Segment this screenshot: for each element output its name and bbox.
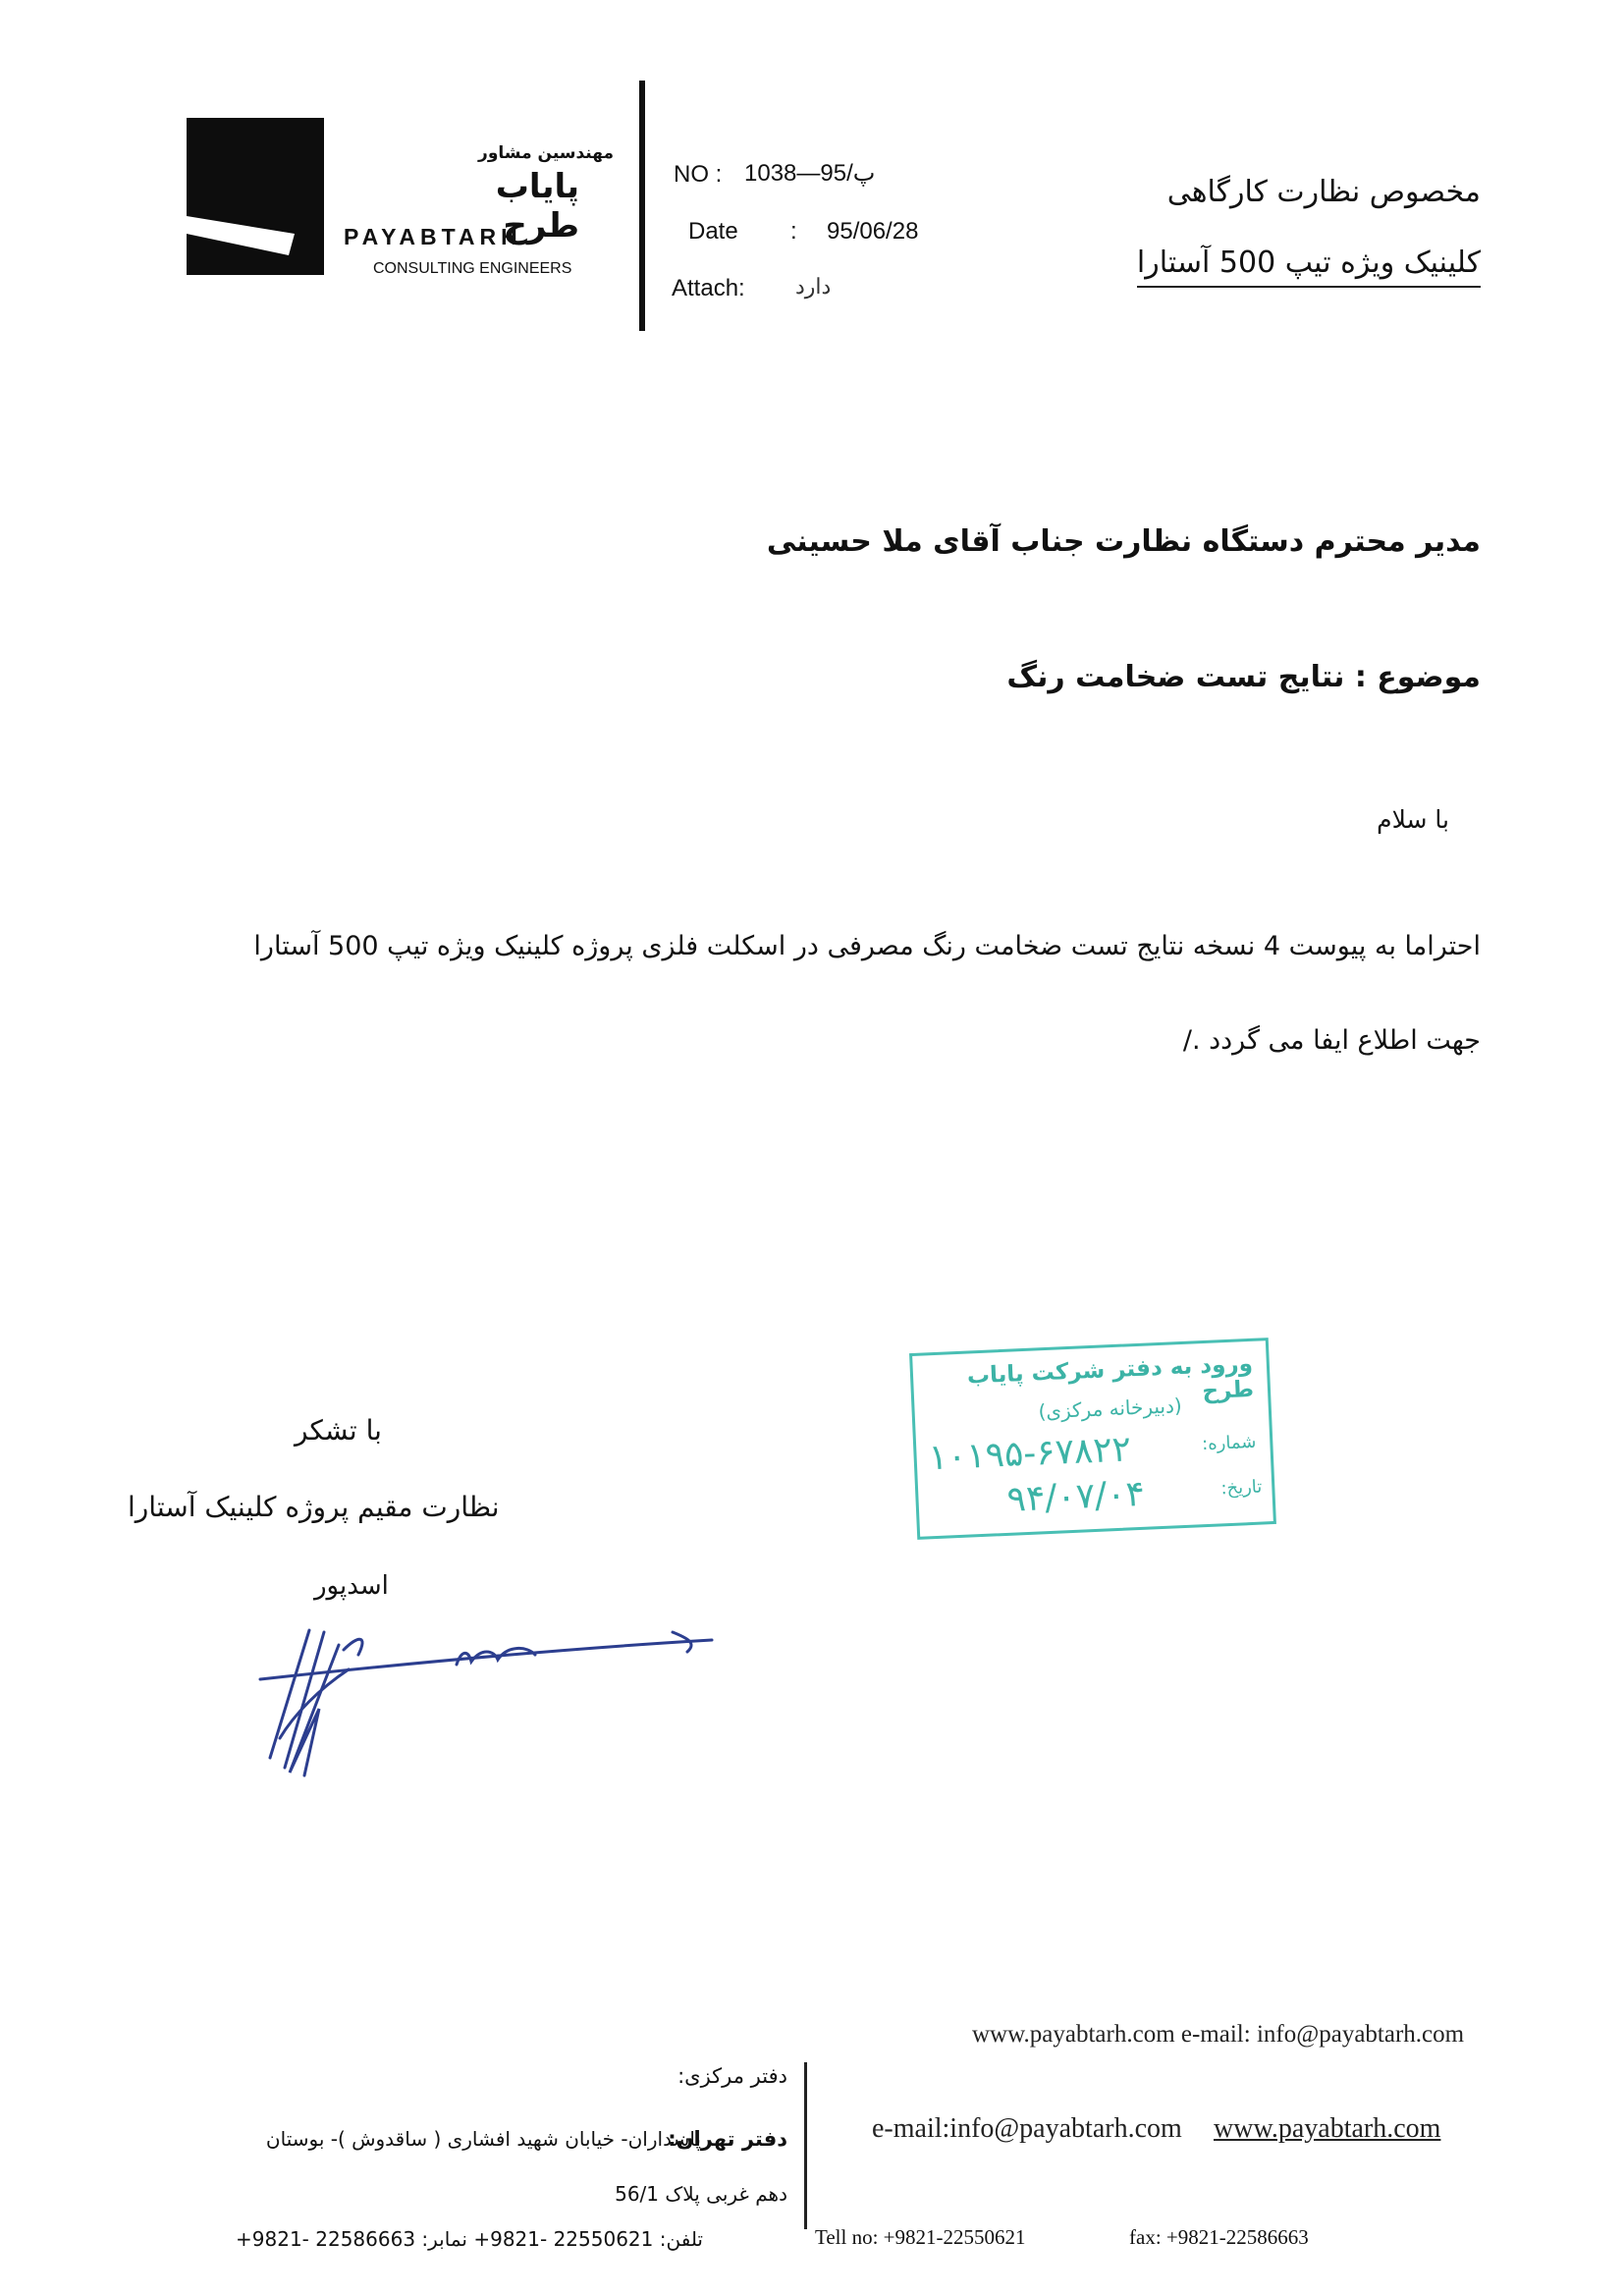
signatory-title: نظارت مقیم پروژه کلینیک آستارا <box>128 1491 500 1523</box>
received-stamp <box>909 1338 1276 1540</box>
handwritten-signature <box>250 1611 722 1777</box>
logo-persian-name: پایاب طرح <box>495 167 579 246</box>
footer-phones-persian: تلفن: 22550621 -9821+ نمابر: 22586663 -9821+ <box>236 2227 703 2251</box>
stamp-date-value: ۹۴/۰۷/۰۴ <box>1005 1473 1146 1520</box>
subject-line: موضوع : نتایج تست ضخامت رنگ <box>1006 660 1481 694</box>
footer-tehran-office-label: دفتر تهران: <box>668 2127 787 2151</box>
stamp-number-value: ۱۰۱۹۵-۶۷۸۲۲ <box>927 1429 1132 1479</box>
reference-date-value: 95/06/28 <box>827 218 919 245</box>
closing-thanks: با تشکر <box>295 1414 382 1447</box>
stamp-title: ورود به دفتر شرکت پایاب طرح <box>966 1350 1255 1405</box>
reference-attach-label: Attach: <box>672 275 745 301</box>
reference-date-label: Date <box>688 218 738 245</box>
greeting: با سلام <box>1377 805 1449 834</box>
stamp-date-label: تاریخ: <box>1219 1476 1263 1500</box>
footer-website: www.payabtarh.com <box>1214 2113 1441 2144</box>
footer-email: e-mail:info@payabtarh.com <box>872 2113 1182 2144</box>
body-paragraph-line-1: احتراما به پیوست 4 نسخه نتایج تست ضخامت رنگ مصرفی در اسکلت فلزی پروژه کلینیک ویژه تیپ 500 آستارا <box>253 931 1481 961</box>
logo-english-name: PAYABTARH <box>344 224 522 249</box>
reference-date-separator: : <box>790 218 797 245</box>
company-logo-mark <box>187 118 324 275</box>
body-paragraph-line-2: جهت اطلاع ایفا می گردد ./ <box>1182 1025 1481 1056</box>
project-title: کلینیک ویژه تیپ 500 آستارا <box>1137 246 1481 288</box>
footer-telephone: Tell no: +9821-22550621 <box>815 2225 1026 2249</box>
stamp-number-label: شماره: <box>1201 1431 1257 1455</box>
addressee: مدیر محترم دستگاه نظارت جناب آقای ملا حسینی <box>766 524 1481 559</box>
logo-english-subtitle: CONSULTING ENGINEERS <box>373 260 572 277</box>
reference-number-value: پ/95—1038 <box>744 160 876 187</box>
footer-central-office-label: دفتر مرکزی: <box>677 2064 787 2088</box>
footer-fax: fax: +9821-22586663 <box>1129 2225 1309 2249</box>
footer-web-email-top: www.payabtarh.com e-mail: info@payabtarh.com <box>972 2021 1465 2048</box>
document-title: مخصوص نظارت کارگاهی <box>1166 175 1481 209</box>
reference-attach-value: دارد <box>795 274 832 299</box>
stamp-subtitle: (دبیرخانه مرکزی) <box>1038 1394 1183 1424</box>
reference-number-label: NO : <box>674 161 723 188</box>
logo-stripe-icon <box>187 118 324 275</box>
footer-address-line-2: دهم غربی پلاک 56/1 <box>615 2182 787 2206</box>
header-divider <box>639 81 645 331</box>
logo-persian-small: مهندسین مشاور <box>478 143 614 163</box>
signer-name: اسدپور <box>314 1571 389 1601</box>
footer-tehran-address: پاسداران- خیابان شهید افشاری ( ساقدوش )- بوستان <box>265 2127 701 2151</box>
footer-divider <box>804 2062 807 2229</box>
